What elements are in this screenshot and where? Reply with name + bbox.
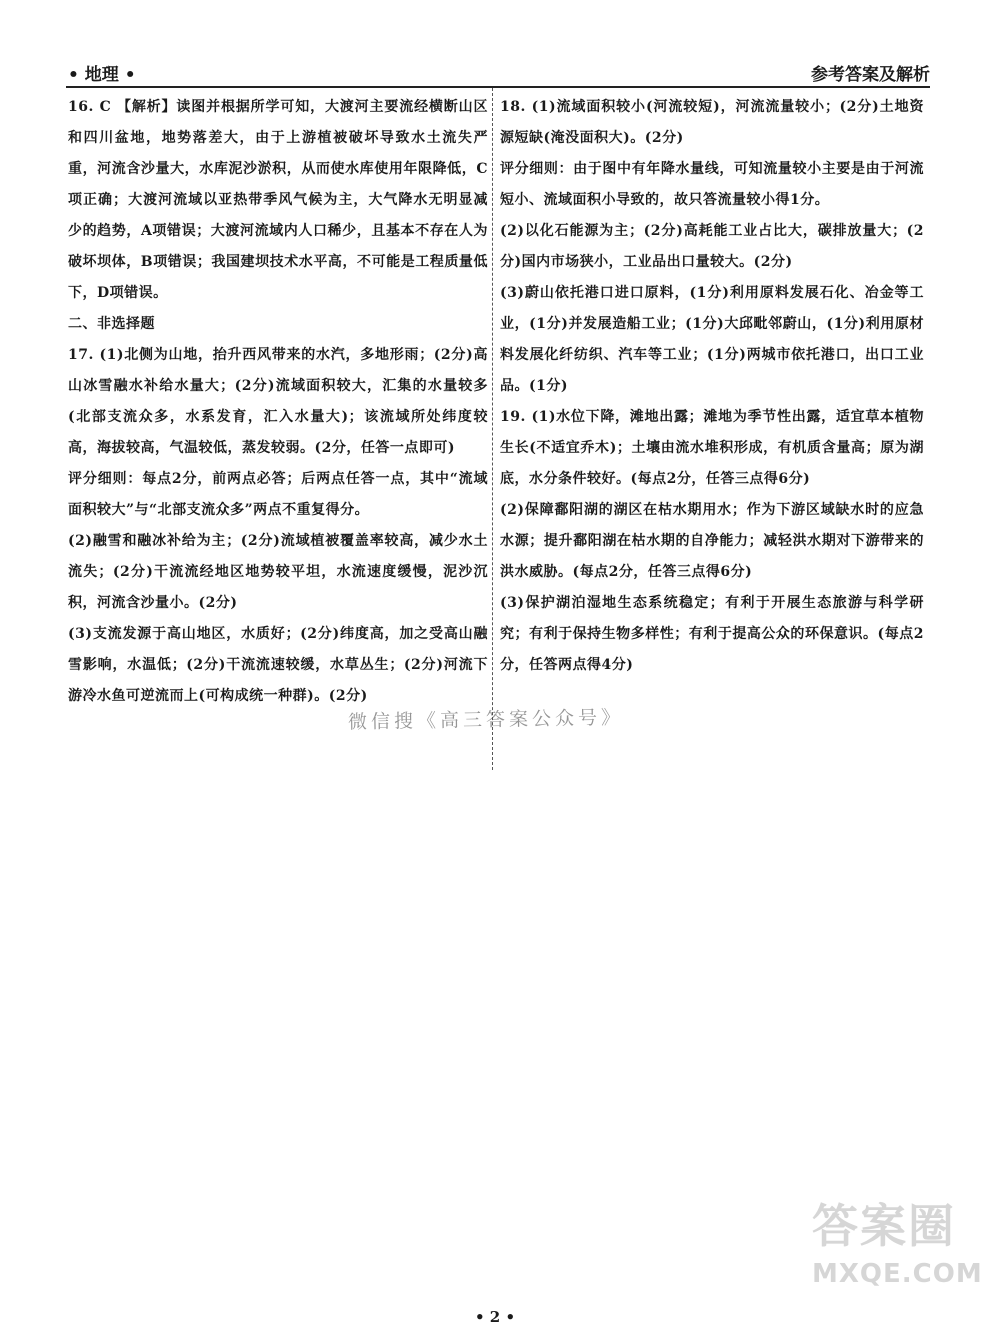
logo-url-text: MXQE.COM	[812, 1259, 983, 1289]
answer-q18-part3: (3)蔚山依托港口进口原料，(1分)利用原料发展石化、冶金等工业，(1分)并发展造船工业；(1分)大邱毗邻蔚山，(1分)利用原材料发展化纤纺织、汽车等工业；(1分)两城市依托港口，出口工业品。(1分)	[500, 285, 924, 394]
answer-q19-part2: (2)保障鄱阳湖的湖区在枯水期用水；作为下游区域缺水时的应急水源；提升鄱阳湖在枯水期的自净能力；减轻洪水期对下游带来的洪水威胁。(每点2分，任答三点得6分)	[500, 502, 924, 580]
answer-q19-part3: (3)保护湖泊湿地生态系统稳定；有利于开展生态旅游与科学研究；有利于保持生物多样性；有利于提高公众的环保意识。(每点2分，任答两点得4分)	[500, 595, 924, 673]
scoring-note-q18: 评分细则：由于图中有年降水量线，可知流量较小主要是由于河流短小、流域面积小导致的，故只答流量较小得1分。	[500, 161, 924, 208]
watermark-text: 微信搜《高三答案公众号》	[347, 706, 625, 734]
answer-q17-part1: 17. (1)北侧为山地，抬升西风带来的水汽，多地形雨；(2分)高山冰雪融水补给水量大；(2分)流域面积较大，汇集的水量较多(北部支流众多，水系发育，汇入水量大)；该流域所处纬度较高，海拔较高，气温较低，蒸发较弱。(2分，任答一点即可)	[68, 347, 488, 456]
scoring-note-q17: 评分细则：每点2分，前两点必答；后两点任答一点，其中“流域面积较大”与“北部支流众多”两点不重复得分。	[68, 471, 488, 518]
answer-q19-part1: 19. (1)水位下降，滩地出露；滩地为季节性出露，适宜草本植物生长(不适宜乔木)；土壤由流水堆积形成，有机质含量高；原为湖底，水分条件较好。(每点2分，任答三点得6分)	[500, 409, 924, 487]
answer-q17-part3: (3)支流发源于高山地区，水质好；(2分)纬度高，加之受高山融雪影响，水温低；(2分)干流流速较缓，水草丛生；(2分)河流下游冷水鱼可逆流而上(可构成统一种群)。(2分)	[68, 626, 488, 704]
column-divider	[492, 88, 493, 770]
site-logo	[812, 1198, 983, 1318]
page-number: • 2 •	[474, 1308, 516, 1326]
header-title: 参考答案及解析	[811, 65, 930, 85]
answer-q18-part1: 18. (1)流域面积较小(河流较短)，河流流量较小；(2分)土地资源短缺(淹没面积大)。(2分)	[500, 99, 924, 146]
answer-q17-part2: (2)融雪和融冰补给为主；(2分)流域植被覆盖率较高，减少水土流失；(2分)干流流经地区地势较平坦，水流速度缓慢，泥沙沉积，河流含沙量小。(2分)	[68, 533, 488, 611]
subject-label: • 地理 •	[68, 65, 136, 85]
right-column	[500, 92, 924, 681]
answer-q16: 16. C 【解析】读图并根据所学可知，大渡河主要流经横断山区和四川盆地，地势落差大，由于上游植被破坏导致水土流失严重，河流含沙量大，水库泥沙淤积，从而使水库使用年限降低，C项正确；大渡河流域以亚热带季风气候为主，大气降水无明显减少的趋势，A项错误；大渡河流域内人口稀少，且基本不存在人为破坏坝体，B项错误；我国建坝技术水平高，不可能是工程质量低下，D项错误。	[68, 99, 488, 301]
logo-chinese-text: 答案圈	[812, 1199, 956, 1253]
page-header	[66, 60, 930, 88]
left-column	[68, 92, 488, 712]
section-title-non-choice: 二、非选择题	[68, 316, 155, 332]
answer-q18-part2: (2)以化石能源为主；(2分)高耗能工业占比大，碳排放量大；(2分)国内市场狭小，工业品出口量较大。(2分)	[500, 223, 924, 270]
